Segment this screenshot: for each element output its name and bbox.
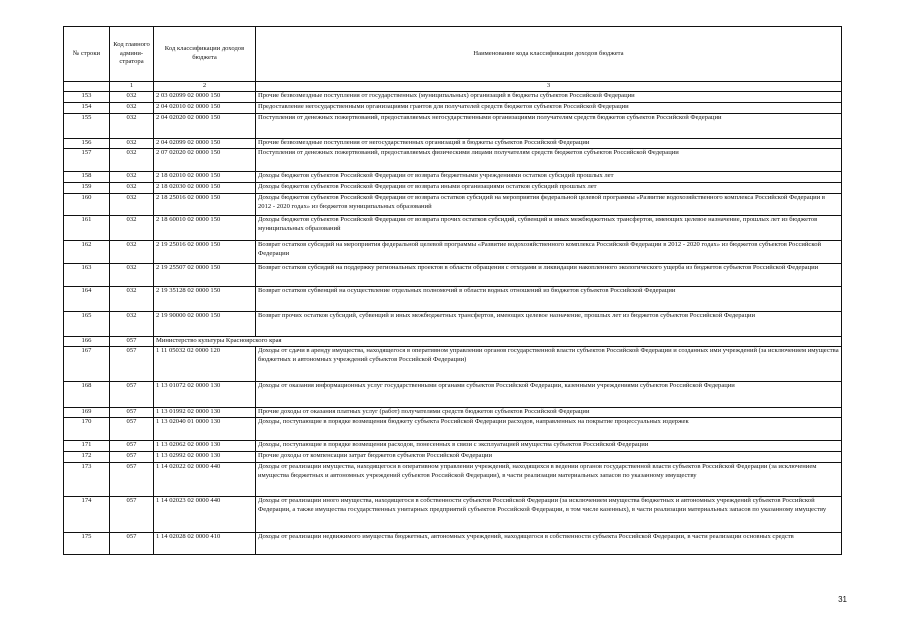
- admin-code-cell: 032: [110, 149, 154, 172]
- column-index: 2: [154, 82, 256, 92]
- classification-code-cell: 2 19 25507 02 0000 150: [154, 264, 256, 287]
- classification-code-cell: 2 18 02030 02 0000 150: [154, 183, 256, 194]
- admin-code-cell: 032: [110, 103, 154, 114]
- table-row: [64, 183, 842, 194]
- classification-code-cell: 2 19 35128 02 0000 150: [154, 287, 256, 312]
- code-name-cell: Прочие безвозмездные поступления от негосударственных организаций в бюджеты субъектов Российской Федерации: [256, 139, 842, 149]
- table-row: [64, 441, 842, 452]
- header-code-name: Наименование кода классификации доходов бюджета: [256, 27, 842, 82]
- admin-code-cell: 057: [110, 337, 154, 347]
- code-name-cell: Доходы бюджетов субъектов Российской Федерации от возврата остатков субсидий на мероприятия федеральной целевой программы «Развитие водохозяйственного комплекса Российской Федерации в 2012 - 2020 годах» из бюджетов муниципальных образований: [256, 194, 842, 216]
- code-name-cell: Прочие доходы от компенсации затрат бюджетов субъектов Российской Федерации: [256, 452, 842, 463]
- admin-code-cell: 057: [110, 463, 154, 497]
- classification-code-cell: 1 13 01072 02 0000 130: [154, 382, 256, 408]
- code-name-cell: Прочие доходы от оказания платных услуг (работ) получателями средств бюджетов субъектов Российской Федерации: [256, 408, 842, 418]
- classification-code-cell: 2 04 02099 02 0000 150: [154, 139, 256, 149]
- row-number-cell: 156: [64, 139, 110, 149]
- code-name-cell: Доходы бюджетов субъектов Российской Федерации от возврата прочих остатков субсидий, субвенций и иных межбюджетных трансфертов, имеющих целевое назначение, прошлых лет из бюджетов муниципальных образований: [256, 216, 842, 241]
- table-body: [64, 92, 842, 555]
- table-row: [64, 418, 842, 441]
- admin-code-cell: 032: [110, 114, 154, 139]
- code-name-cell: Прочие безвозмездные поступления от государственных (муниципальных) организаций в бюджеты субъектов Российской Федерации: [256, 92, 842, 103]
- ministry-heading-cell: Министерство культуры Красноярского края: [154, 337, 842, 347]
- classification-code-cell: 1 13 02992 02 0000 130: [154, 452, 256, 463]
- row-number-cell: 159: [64, 183, 110, 194]
- classification-code-cell: 2 19 90000 02 0000 150: [154, 312, 256, 337]
- classification-code-cell: 1 11 05032 02 0000 120: [154, 347, 256, 382]
- admin-code-cell: 057: [110, 347, 154, 382]
- classification-code-cell: 1 14 02023 02 0000 440: [154, 497, 256, 533]
- code-name-cell: Доходы от оказания информационных услуг государственными органами субъектов Российской Федерации, казенными учреждениями субъектов Российской Федерации: [256, 382, 842, 408]
- table-row: [64, 382, 842, 408]
- header-admin-code: Код главного админи-стратора: [110, 27, 154, 82]
- admin-code-cell: 032: [110, 241, 154, 264]
- code-name-cell: Возврат остатков субсидий на поддержку региональных проектов в области обращения с отходами и ликвидации накопленного экологического ущерба из бюджетов субъектов Российской Федерации: [256, 264, 842, 287]
- classification-code-cell: 1 13 02040 01 0000 130: [154, 418, 256, 441]
- table-row: [64, 216, 842, 241]
- code-name-cell: Доходы от сдачи в аренду имущества, находящегося в оперативном управлении органов государственной власти субъектов Российской Федерации и созданных ими учреждений (за исключением имущества бюджетных и автономных учреждений субъектов Российской Федерации): [256, 347, 842, 382]
- table-row: [64, 408, 842, 418]
- row-number-cell: 172: [64, 452, 110, 463]
- row-number-cell: 155: [64, 114, 110, 139]
- admin-code-cell: 032: [110, 216, 154, 241]
- classification-code-cell: 2 04 02020 02 0000 150: [154, 114, 256, 139]
- code-name-cell: Доходы, поступающие в порядке возмещения расходов, понесенных в связи с эксплуатацией имущества субъектов Российской Федерации: [256, 441, 842, 452]
- table-row: [64, 264, 842, 287]
- classification-code-cell: 1 14 02028 02 0000 410: [154, 533, 256, 555]
- code-name-cell: Доходы бюджетов субъектов Российской Федерации от возврата иными организациями остатков субсидий прошлых лет: [256, 183, 842, 194]
- row-number-cell: 157: [64, 149, 110, 172]
- admin-code-cell: 032: [110, 264, 154, 287]
- admin-code-cell: 032: [110, 312, 154, 337]
- admin-code-cell: 032: [110, 287, 154, 312]
- table-row: [64, 149, 842, 172]
- classification-code-cell: 2 07 02020 02 0000 150: [154, 149, 256, 172]
- row-number-cell: 173: [64, 463, 110, 497]
- admin-code-cell: 032: [110, 194, 154, 216]
- admin-code-cell: 057: [110, 533, 154, 555]
- header-row-number: № строки: [64, 27, 110, 82]
- table-row: [64, 241, 842, 264]
- table-header-row: [64, 27, 842, 82]
- page-number: 31: [838, 595, 847, 604]
- code-name-cell: Доходы от реализации имущества, находящегося в оперативном управлении учреждений, находящихся в ведении органов государственной власти субъектов Российской Федерации (за исключением имущества бюджетных и автономных учреждений субъектов Российской Федерации), в части реализации материальных запасов по указанному имуществу: [256, 463, 842, 497]
- row-number-cell: 170: [64, 418, 110, 441]
- classification-code-cell: 1 13 01992 02 0000 130: [154, 408, 256, 418]
- code-name-cell: Возврат остатков субвенций на осуществление отдельных полномочий в области водных отношений из бюджетов субъектов Российской Федерации: [256, 287, 842, 312]
- table-row: [64, 452, 842, 463]
- code-name-cell: Доходы бюджетов субъектов Российской Федерации от возврата бюджетными учреждениями остатков субсидий прошлых лет: [256, 172, 842, 183]
- code-name-cell: Предоставление негосударственными организациями грантов для получателей средств бюджетов субъектов Российской Федерации: [256, 103, 842, 114]
- classification-code-cell: 1 14 02022 02 0000 440: [154, 463, 256, 497]
- column-index: 1: [110, 82, 154, 92]
- table-row: [64, 337, 842, 347]
- admin-code-cell: 032: [110, 139, 154, 149]
- admin-code-cell: 032: [110, 172, 154, 183]
- column-index: [64, 82, 110, 92]
- code-name-cell: Поступления от денежных пожертвований, предоставляемых физическими лицами получателям средств бюджетов субъектов Российской Федерации: [256, 149, 842, 172]
- row-number-cell: 164: [64, 287, 110, 312]
- column-index: 3: [256, 82, 842, 92]
- code-name-cell: Поступления от денежных пожертвований, предоставляемых негосударственными организациями получателям средств бюджетов субъектов Российской Федерации: [256, 114, 842, 139]
- row-number-cell: 171: [64, 441, 110, 452]
- table-row: [64, 287, 842, 312]
- classification-code-cell: 1 13 02062 02 0000 130: [154, 441, 256, 452]
- table-row: [64, 312, 842, 337]
- classification-code-cell: 2 03 02099 02 0000 150: [154, 92, 256, 103]
- classification-code-cell: 2 04 02010 02 0000 150: [154, 103, 256, 114]
- row-number-cell: 158: [64, 172, 110, 183]
- row-number-cell: 162: [64, 241, 110, 264]
- table-row: [64, 114, 842, 139]
- table-row: [64, 497, 842, 533]
- row-number-cell: 166: [64, 337, 110, 347]
- admin-code-cell: 057: [110, 418, 154, 441]
- table-row: [64, 103, 842, 114]
- header-classification-code: Код классификации доходов бюджета: [154, 27, 256, 82]
- code-name-cell: Возврат прочих остатков субсидий, субвенций и иных межбюджетных трансфертов, имеющих целевое назначение, прошлых лет из бюджетов субъектов Российской Федерации: [256, 312, 842, 337]
- row-number-cell: 169: [64, 408, 110, 418]
- table-row: [64, 347, 842, 382]
- code-name-cell: Доходы от реализации иного имущества, находящегося в собственности субъектов Российской Федерации (за исключением имущества бюджетных и автономных учреждений субъектов Российской Федерации, а также имущества государственных унитарных предприятий субъектов Российской Федерации, в том числе казенных), в части реализации материальных запасов по указанному имуществу: [256, 497, 842, 533]
- revenue-classification-table: [63, 26, 842, 555]
- admin-code-cell: 057: [110, 452, 154, 463]
- row-number-cell: 153: [64, 92, 110, 103]
- column-index-row: [64, 82, 842, 92]
- row-number-cell: 174: [64, 497, 110, 533]
- code-name-cell: Доходы, поступающие в порядке возмещения бюджету субъекта Российской Федерации расходов, направленных на покрытие процессуальных издержек: [256, 418, 842, 441]
- classification-code-cell: 2 18 25016 02 0000 150: [154, 194, 256, 216]
- admin-code-cell: 032: [110, 92, 154, 103]
- row-number-cell: 160: [64, 194, 110, 216]
- admin-code-cell: 057: [110, 497, 154, 533]
- admin-code-cell: 057: [110, 441, 154, 452]
- admin-code-cell: 057: [110, 382, 154, 408]
- classification-code-cell: 2 19 25016 02 0000 150: [154, 241, 256, 264]
- row-number-cell: 163: [64, 264, 110, 287]
- classification-code-cell: 2 18 02010 02 0000 150: [154, 172, 256, 183]
- row-number-cell: 167: [64, 347, 110, 382]
- table-row: [64, 533, 842, 555]
- row-number-cell: 175: [64, 533, 110, 555]
- code-name-cell: Возврат остатков субсидий на мероприятия федеральной целевой программы «Развитие водохозяйственного комплекса Российской Федерации в 2012 - 2020 годах» из бюджетов субъектов Российской Федерации: [256, 241, 842, 264]
- table-row: [64, 463, 842, 497]
- table-row: [64, 92, 842, 103]
- row-number-cell: 165: [64, 312, 110, 337]
- row-number-cell: 154: [64, 103, 110, 114]
- admin-code-cell: 032: [110, 183, 154, 194]
- row-number-cell: 168: [64, 382, 110, 408]
- classification-code-cell: 2 18 60010 02 0000 150: [154, 216, 256, 241]
- table-row: [64, 139, 842, 149]
- admin-code-cell: 057: [110, 408, 154, 418]
- code-name-cell: Доходы от реализации недвижимого имущества бюджетных, автономных учреждений, находящегося в собственности субъекта Российской Федерации, в части реализации основных средств: [256, 533, 842, 555]
- table-row: [64, 194, 842, 216]
- table-row: [64, 172, 842, 183]
- row-number-cell: 161: [64, 216, 110, 241]
